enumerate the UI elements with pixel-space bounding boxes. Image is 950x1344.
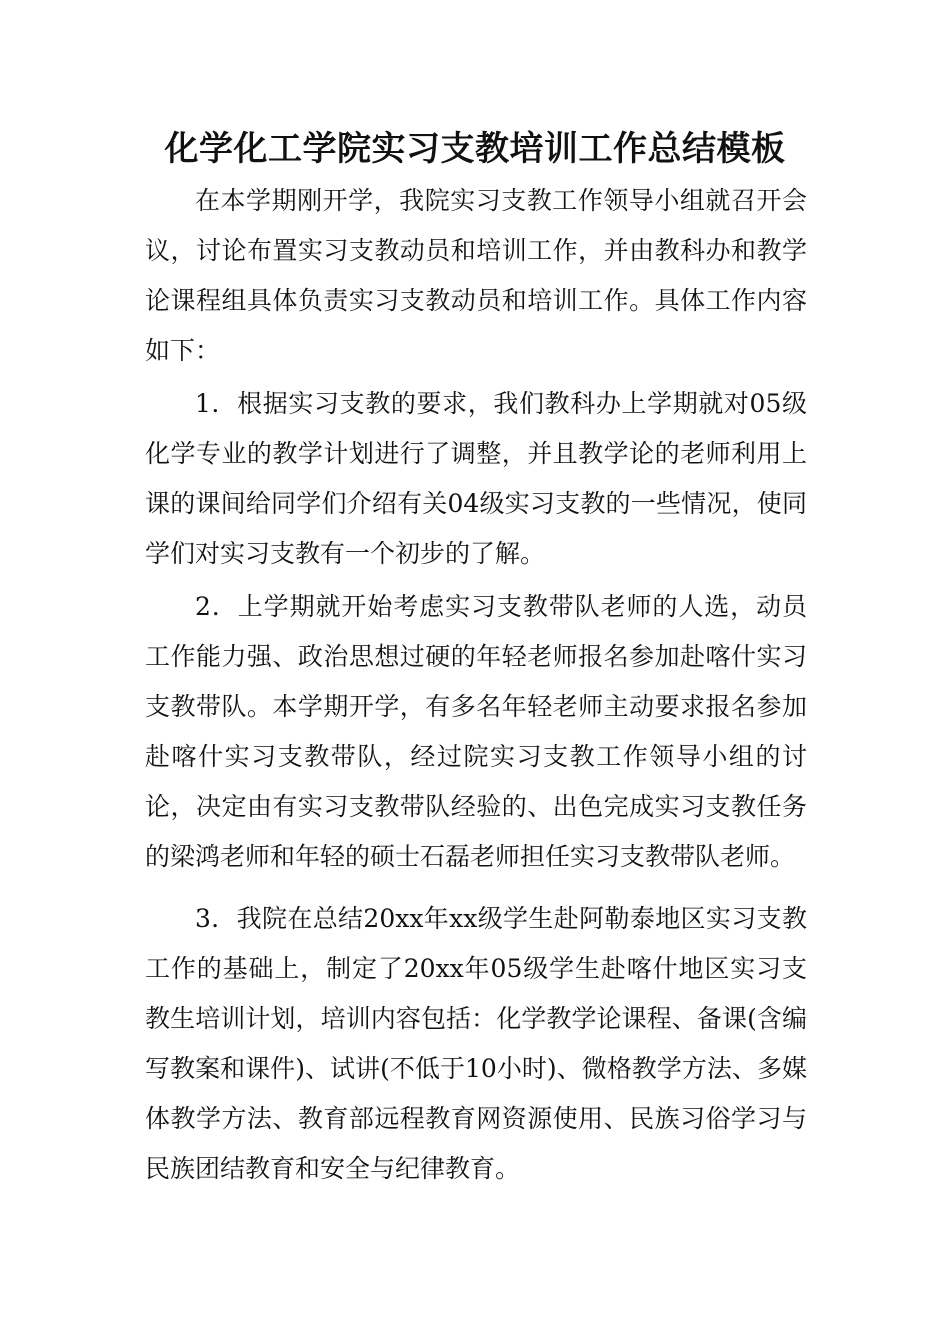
- document-body: [145, 176, 807, 1194]
- paragraph-item-1: 1．根据实习支教的要求，我们教科办上学期就对05级化学专业的教学计划进行了调整，并且教学论的老师利用上课的课间给同学们介绍有关04级实习支教的一些情况，使同学们对实习支教有一个初步的了解。: [145, 389, 807, 568]
- paragraph-item-2: 2．上学期就开始考虑实习支教带队老师的人选，动员工作能力强、政治思想过硬的年轻老师报名参加赴喀什实习支教带队。本学期开学，有多名年轻老师主动要求报名参加赴喀什实习支教带队，经过院实习支教工作领导小组的讨论，决定由有实习支教带队经验的、出色完成实习支教任务的梁鸿老师和年轻的硕士石磊老师担任实习支教带队老师。: [145, 592, 807, 871]
- document-title: 化学化工学院实习支教培训工作总结模板: [164, 129, 786, 169]
- paragraph-item-3: 3．我院在总结20xx年xx级学生赴阿勒泰地区实习支教工作的基础上，制定了20xx年05级学生赴喀什地区实习支教生培训计划，培训内容包括：化学教学论课程、备课(含编写教案和课件)、试讲(不低于10小时)、微格教学方法、多媒体教学方法、教育部远程教育网资源使用、民族习俗学习与民族团结教育和安全与纪律教育。: [145, 904, 807, 1183]
- paragraph-intro: 在本学期刚开学，我院实习支教工作领导小组就召开会议，讨论布置实习支教动员和培训工作，并由教科办和教学论课程组具体负责实习支教动员和培训工作。具体工作内容如下：: [145, 186, 807, 365]
